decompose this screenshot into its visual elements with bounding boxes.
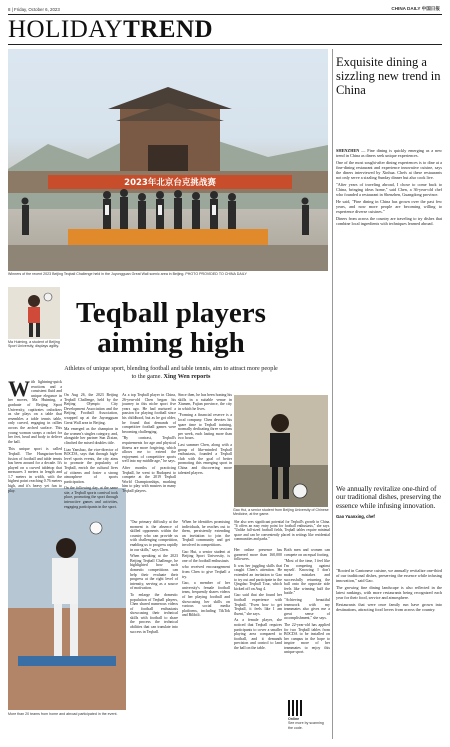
banner-text: 2023年北京台克挑战赛 <box>124 178 216 188</box>
sidebar-title: Exquisite dining a sizzling new trend in China <box>336 55 441 97</box>
sidebar-paragraph: — Fine dining is quickly emerging as a new trend in China as diners seek unique experiences. <box>336 148 442 158</box>
sidebar-body-1 <box>336 148 442 226</box>
article-paragraph: who received encouragement from Chen to give Teqball a try. <box>182 565 230 579</box>
sidebar-body-2 <box>336 568 442 612</box>
article-paragraph: On the following day, at the same site, a Teqball sports carnival took place, promoting the sport through interactive games and activities, engaging participants in the sport. <box>64 486 118 509</box>
article-paragraph: When he identifies promising individuals, he reaches out to them, persistently extending an invitation to join the Teqball community and get involved in competitions. <box>182 520 230 547</box>
newspaper-name: CHINA DAILY 中国日报 <box>391 6 440 11</box>
sidebar-paragraph: He said, "Fine dining in China has grown over the past few years, and now more people are becoming willing to experience diverse cuisines." <box>336 199 442 214</box>
article-paragraph: Gao Hui, a senior student at Beijing Sport University, is one of the football enthusiasts <box>182 549 230 563</box>
online-label: Online <box>288 717 300 721</box>
column-divider <box>332 49 333 739</box>
byline: Xing Wen reports <box>163 372 211 380</box>
couple-photo-illustration <box>234 395 328 507</box>
main-photo <box>8 49 328 271</box>
article-paragraph: Both men and women can compete on an equal footing. <box>284 548 330 557</box>
sidebar-paragraph: "Rooted in Cantonese cuisine, we annually revitalize one-third of our traditional dishes, preserving the essence while infusing innovation," said Gao. <box>336 568 442 583</box>
tennis-photo <box>8 488 126 710</box>
deck-text: Athletes of unique sport, blending football and table tennis, aim to attract more people to the game. <box>64 365 278 380</box>
article-paragraph: As a top Teqball player in China, 26-year-old Chen began his journey in this niche sport five years ago. He had nurtured a passion for playing football since his childhood, but as he got older, he found that demands of competitive football games were becoming challenging. <box>122 393 176 434</box>
article-paragraph: Ma emerged as the champion in the women's singles category, and, alongside her partner Sun Zixian, clinched the mixed doubles title. <box>64 427 118 445</box>
article-paragraph: On Aug 26, the 2023 Beijing Teqball Challenge, held by the Beijing Olympic City Development Association and the Beijing Football Association, wrapped up at the Juyongguan Great Wall area in Beijing. <box>64 393 118 425</box>
couple-photo <box>234 395 328 507</box>
article-column-1 <box>8 376 62 493</box>
article-column-5 <box>130 520 178 634</box>
main-photo-caption: Winners of the recent 2023 Beijing Teqball Challenge held in the Juyongguan Great Wall scenic area in Beijing. PHOTO PROVIDED TO CHINA DAILY <box>8 272 247 276</box>
section-title <box>8 17 213 43</box>
sidebar-paragraph: The growing fine dining landscape is also reflected in the latest rankings, with more restaurants being recognized each year for their food, service and atmosphere. <box>336 585 442 600</box>
article-paragraph: To enlarge the domestic population of Teqball players, Chen shared numerous videos of football enthusiasts showcasing their technical skills with football to share the process the technical abilities that can translate into success in Teqball. <box>130 592 178 634</box>
pull-quote-text: We annually revitalize one-third of our traditional dishes, preserving the essence while infusing innovation. <box>336 485 442 510</box>
deck <box>64 365 278 380</box>
online-sub: See more by scanning the code. <box>288 721 324 730</box>
dateline: SHENZHEN <box>336 148 360 153</box>
pull-quote-attribution: Gao Yuanxing, chef <box>336 514 375 520</box>
bottom-caption: More than 20 teams from home and abroad participated in the event. <box>8 712 118 716</box>
main-photo-illustration <box>8 49 328 271</box>
article-column-3 <box>122 393 176 493</box>
portrait-photo <box>8 287 60 339</box>
article-paragraph: Gao said that she found her football experience with Teqball. "Even how to get Teqball, it feels like I am fluent," she says. <box>234 593 282 616</box>
article-paragraph: Liao Yanshuo, the vice-director of BOCDA, says that through high-level sports events, the city aims to promote the popularity of Teqball, enrich the cultural lives of citizens and foster a strong atmosphere of sports participation. <box>64 447 118 484</box>
article-column-2 <box>64 393 118 509</box>
article-paragraph: As a female player, she noticed that Teqball requires participants to cover a smaller playing area compared to football, and it demands precision and control to land the ball on the table. <box>234 618 282 650</box>
article-paragraph: This unique sport is called Teqball. The Hungarian-born fusion of football and table tennis has been around for a decade. It's played on a curved tabletop that measures 3 meters in length and 1.7 meters in width, with the highest point reaching 0.76 meters high, and it's heavy yet fun to play. <box>8 447 62 493</box>
sidebar-paragraph: One of the most sought-after dining experiences is to dine at a fine-dining restaurant and experience innovative cuisine, says the diners interviewed by Xinhua. Chefs at these restaurants not only serve a sizzling Sunday dinner but also cook live. <box>336 160 442 180</box>
article-paragraph: Since then, he has been honing his skills in a suitable venue in Xiamen, Fujian province, the city in which he lives. <box>178 393 232 411</box>
article-paragraph: "Most of the time, I feel like I'm competing against myself. Knowing I don't make mistakes and successfully returning the ball onto the opposite side feels like winning half the battle." <box>284 559 330 596</box>
section-title-light: HOLIDAY <box>8 16 124 43</box>
article-paragraph: Last summer Chen, along with a group of like-minded Teqball enthusiasts, founded a Teqball club with the goal of better promoting this emerging sport in China and discovering more talented players. <box>178 442 232 475</box>
article-paragraph: "Our primary difficulty at the moment is the absence of skilled opponents within the country who can provide us with challenging competition, enabling us to progress rapidly in our skills," says Chen. <box>130 520 178 552</box>
pull-quote <box>336 485 442 522</box>
headline: Teqball players aiming high <box>76 297 266 359</box>
article-paragraph: Gao, a member of her university's female football team, frequently shares videos of her playing football and showcasing her skills on various social media platforms, including TikTok and Bilibili. <box>182 581 230 618</box>
tennis-photo-illustration <box>8 488 126 710</box>
article-paragraph: "Achieving beautiful teamwork with my teammates also gives me a great sense of accomplishment," she says. <box>284 597 330 621</box>
article-paragraph: It was her juggling skills that caught Chen's attention. He extended an invitation to Gao to try out and participate in the Qingdao Teqball Tour, which kicked off on Aug 4. <box>234 563 282 591</box>
article-paragraph: "By contrast, Teqball's requirements for age and physical fitness are more forgiving, which allows me to extend the enjoyment of competitive sports well into my middle age," he says. <box>122 436 176 464</box>
sidebar-paragraph: Restaurants that were once family run have grown into destinations, attracting food lovers from across the country. <box>336 602 442 612</box>
portrait-illustration <box>8 287 60 339</box>
article-paragraph: "Forming a financial reserve is a local company. Chen devotes his spare time to Teqball training, normally dedicating three sessions per week, each lasting more than two hours. <box>178 413 232 441</box>
drop-cap: W <box>8 376 30 401</box>
article-column-6 <box>182 520 230 618</box>
article-paragraph: The 22-year-old has applied for two Teqball tables from BOCDA to be installed on her campus in the hope to inspire more of her teammates to enjoy this unique sport. <box>284 622 330 655</box>
sidebar-paragraph: "After years of traveling abroad, I chose to come back to China, bringing ideas home," said Chen, a 36-year-old chef who founded a restaurant in Shenzhen, Guangdong province. <box>336 182 442 197</box>
portrait-caption: Ma Huiming, a student of Beijing Sport University, displays agility. <box>8 340 60 349</box>
article-paragraph: After months of practicing Teqball, he went to Budapest to compete at the 2019 Teqball World Championships, marking him to play with masters in many Teqball players. <box>122 465 176 493</box>
sidebar-paragraph: Diners from across the country are traveling to try dishes that combine local ingredients with techniques learned abroad. <box>336 216 442 226</box>
couple-caption: Gao Hui, a senior student from Beijing University of Chinese Medicine, at the game. <box>233 508 329 517</box>
section-title-bold: TREND <box>123 16 214 43</box>
article-column-9 <box>234 520 330 546</box>
page-info: 8 | Friday, October 6, 2023 <box>8 7 60 12</box>
article-paragraph: When speaking at the 2023 Beijing Teqball Challenge, he highlighted how such domestic competitions can help their evaluate their progress at the right level of intensity, serving as a source of motivation. <box>130 554 178 591</box>
article-paragraph: ith lightning-quick reactions and a consistent fluid and unique elegance in her moves, Ma Huiming, a graduate of Beijing Sport University, captivates onlookers as she plays on a table that resembles a table tennis table, only curved, engaging in rallies across the arched surface. This young woman swaps a racket for her feet, head and body to deliver the ball. <box>8 380 62 444</box>
header-rule <box>8 14 442 15</box>
article-paragraph: Her online presence has garnered more than 160,000 followers. <box>234 548 282 562</box>
article-paragraph: She also sees significant potential for Teqball's growth in China. "It offers an easy entry point for football enthusiasts," she says. "Unlike full-sized football fields, Teqball tables require minimal space and can be conveniently placed in settings like residential communities and parks." <box>234 520 330 541</box>
article-column-4 <box>178 393 232 475</box>
article-column-7 <box>234 548 282 650</box>
article-column-8 <box>284 548 330 655</box>
section-rule <box>8 44 442 45</box>
